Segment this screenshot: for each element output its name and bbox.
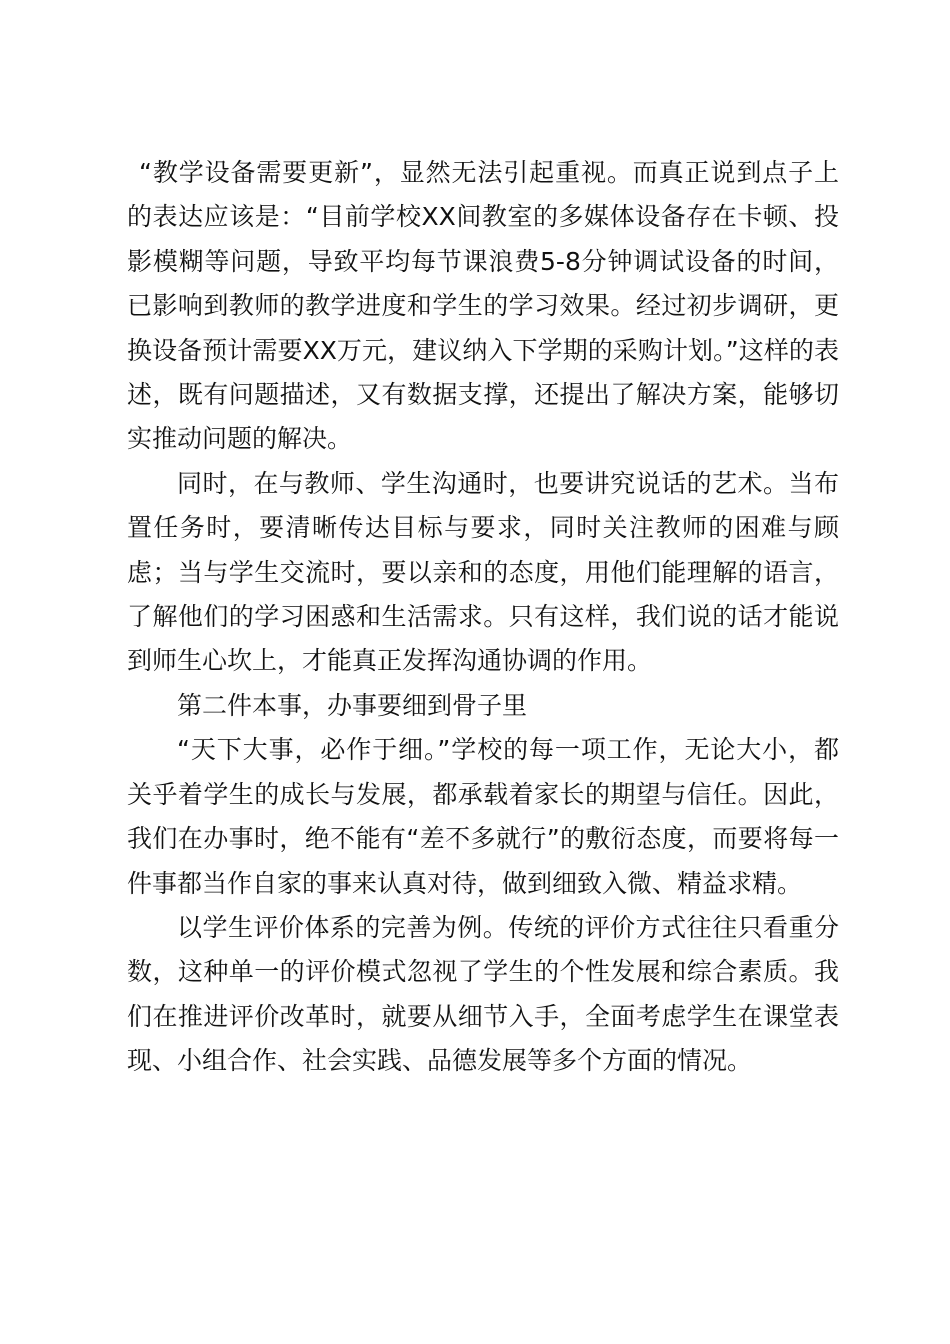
paragraph-3: “天下大事，必作于细。”学校的每一项工作，无论大小，都关乎着学生的成长与发展，都承载着家长的期望与信任。因此，我们在办事时，绝不能有“差不多就行”的敷衍态度，而要将每一件事都当作自家的事来认真对待，做到细致入微、精益求精。: [127, 735, 839, 898]
section-heading: 第二件本事，办事要细到骨子里: [177, 690, 528, 720]
paragraph-2: 同时，在与教师、学生沟通时，也要讲究说话的艺术。当布置任务时，要清晰传达目标与要求，同时关注教师的困难与顾虑；当与学生交流时，要以亲和的态度，用他们能理解的语言，了解他们的学习困惑和生活需求。只有这样，我们说的话才能说到师生心坎上，才能真正发挥沟通协调的作用。: [127, 468, 839, 676]
paragraph-1: “教学设备需要更新”，显然无法引起重视。而真正说到点子上的表达应该是：“目前学校XX间教室的多媒体设备存在卡顿、投影模糊等问题，导致平均每节课浪费5-8分钟调试设备的时间，已影响到教师的教学进度和学生的学习效果。经过初步调研，更换设备预计需要XX万元，建议纳入下学期的采购计划。”这样的表述，既有问题描述，又有数据支撑，还提出了解决方案，能够切实推动问题的解决。: [127, 158, 839, 454]
document-body: [127, 151, 839, 1084]
paragraph-4: 以学生评价体系的完善为例。传统的评价方式往往只看重分数，这种单一的评价模式忽视了学生的个性发展和综合素质。我们在推进评价改革时，就要从细节入手，全面考虑学生在课堂表现、小组合作、社会实践、品德发展等多个方面的情况。: [127, 912, 839, 1076]
